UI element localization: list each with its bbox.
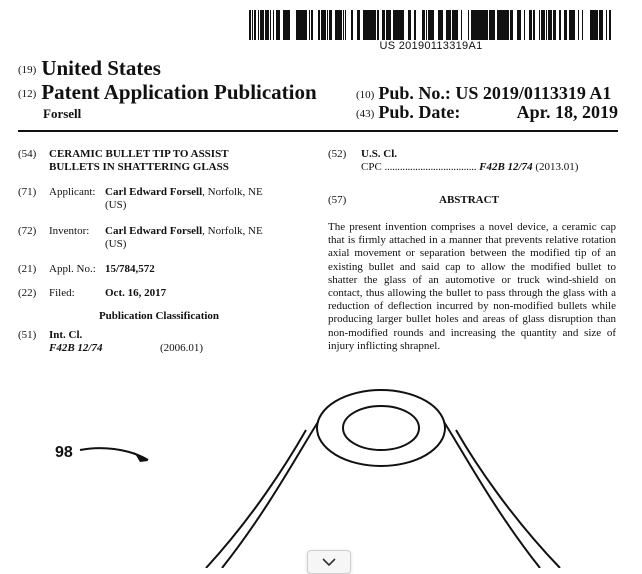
barcode-bar <box>319 10 320 40</box>
barcode-bar <box>249 10 250 40</box>
barcode-bar <box>531 10 532 40</box>
barcode-bar <box>378 10 379 40</box>
barcode-bar <box>309 10 310 40</box>
barcode-bar <box>594 10 595 40</box>
applicant-label: Applicant: <box>49 186 96 198</box>
barcode-bar <box>602 10 603 40</box>
barcode-bar <box>468 10 469 40</box>
barcode-bar <box>500 10 501 40</box>
barcode-bar <box>377 10 378 40</box>
barcode-bar <box>471 10 472 40</box>
reference-arrow-head <box>134 452 148 462</box>
barcode-bar <box>428 10 431 40</box>
barcode-bar <box>426 10 427 40</box>
barcode-bar <box>481 10 482 40</box>
barcode-bar <box>397 10 400 40</box>
barcode-bar <box>373 10 375 40</box>
barcode-bar <box>389 10 390 40</box>
intcl-year: (2006.01) <box>160 342 204 354</box>
barcode-bar <box>546 10 547 40</box>
publication-classification-heading: Publication Classification <box>98 310 220 322</box>
barcode-bar <box>278 10 279 40</box>
barcode-bar <box>401 10 402 40</box>
cpc-dots: .................................... <box>384 161 477 173</box>
barcode-bar <box>266 10 268 40</box>
barcode-bar <box>501 10 504 40</box>
barcode-bar <box>357 10 360 40</box>
barcode-bar <box>550 10 551 40</box>
barcode-bar <box>498 10 500 40</box>
barcode-bar <box>386 10 387 40</box>
barcode-bar <box>599 10 600 40</box>
country-name: United States <box>41 56 161 80</box>
barcode-bar <box>578 10 579 40</box>
intcl-class: F42B 12/74 <box>49 342 103 354</box>
barcode-bar <box>592 10 593 40</box>
title-line-2: BULLETS IN SHATTERING GLASS <box>49 161 229 173</box>
filed-code: (22) <box>18 287 37 299</box>
barcode-bar <box>438 10 439 40</box>
barcode-bar <box>363 10 366 40</box>
barcode-bar <box>597 10 598 40</box>
barcode-bar <box>529 10 530 40</box>
barcode-bar <box>268 10 269 40</box>
barcode-bar <box>324 10 325 40</box>
publication-date <box>356 102 618 123</box>
barcode-bar <box>610 10 611 40</box>
barcode-bar <box>254 10 256 40</box>
barcode-bar <box>383 10 385 40</box>
reference-numeral: 98 <box>55 444 73 461</box>
barcode-bar <box>338 10 339 40</box>
abstract-heading: ABSTRACT <box>439 194 499 206</box>
barcode-bar <box>331 10 332 40</box>
cap-left-edge <box>222 422 318 568</box>
barcode-number: US 20190113319A1 <box>379 40 483 52</box>
barcode-bar <box>548 10 550 40</box>
barcode-bar <box>490 10 493 40</box>
barcode-bar <box>493 10 495 40</box>
barcode-bar <box>285 10 287 40</box>
barcode-bar <box>330 10 331 40</box>
pub-no-label: Pub. No.: <box>378 83 451 103</box>
pub-date-code: (43) <box>356 108 375 120</box>
barcode-bar <box>311 10 313 40</box>
barcode-bar <box>433 10 434 40</box>
barcode-bar <box>590 10 592 40</box>
barcode-bar <box>582 10 583 40</box>
barcode-bar <box>339 10 341 40</box>
barcode-bar <box>306 10 307 40</box>
barcode-bar <box>279 10 280 40</box>
filed-label: Filed: <box>49 287 75 299</box>
barcode-bar <box>450 10 451 40</box>
barcode-bar <box>260 10 262 40</box>
barcode-bar <box>410 10 411 40</box>
inventor-code: (72) <box>18 225 37 237</box>
barcode-bar <box>252 10 253 40</box>
barcode-bar <box>288 10 290 40</box>
barcode-bar <box>486 10 487 40</box>
barcode-bar <box>366 10 369 40</box>
cpc-label: CPC <box>361 161 382 173</box>
barcode-bar <box>455 10 457 40</box>
barcode-bar <box>609 10 610 40</box>
barcode-bar <box>454 10 455 40</box>
barcode-bar <box>283 10 284 40</box>
appl-label: Appl. No.: <box>49 263 96 275</box>
barcode-bar <box>369 10 370 40</box>
barcode-bar <box>284 10 285 40</box>
barcode-bar <box>408 10 410 40</box>
barcode-bar <box>321 10 323 40</box>
barcode-bar <box>329 10 330 40</box>
pub-no-value: US 2019/0113319 A1 <box>455 83 612 103</box>
barcode-bar <box>489 10 490 40</box>
barcode-bar <box>370 10 373 40</box>
barcode-bar <box>262 10 264 40</box>
inventor-location: , Norfolk, NE <box>202 225 263 237</box>
barcode-bar <box>341 10 342 40</box>
barcode-bar <box>400 10 401 40</box>
barcode-bar <box>478 10 479 40</box>
applicant-country: (US) <box>105 199 127 211</box>
scroll-down-button[interactable] <box>307 550 351 574</box>
barcode-bar <box>388 10 389 40</box>
cap-top-inner <box>343 406 419 450</box>
barcode-bar <box>569 10 570 40</box>
publication-type: Patent Application Publication <box>41 80 317 104</box>
barcode-bar <box>553 10 556 40</box>
barcode-bar <box>487 10 488 40</box>
title-line-1: CERAMIC BULLET TIP TO ASSIST <box>49 148 229 160</box>
barcode-bar <box>551 10 552 40</box>
applicant-code: (71) <box>18 186 37 198</box>
barcode-bar <box>345 10 346 40</box>
barcode-bar <box>452 10 453 40</box>
barcode-bar <box>273 10 274 40</box>
barcode-bar <box>446 10 447 40</box>
barcode-bar <box>390 10 391 40</box>
barcode-bar <box>564 10 567 40</box>
pub-no-code: (10) <box>356 89 375 101</box>
barcode-bar <box>448 10 449 40</box>
inventor-label: Inventor: <box>49 225 90 237</box>
appl-number: 15/784,572 <box>105 263 155 275</box>
barcode <box>248 10 614 40</box>
barcode-bar <box>475 10 478 40</box>
barcode-bar <box>351 10 353 40</box>
barcode-bar <box>559 10 560 40</box>
barcode-bar <box>439 10 441 40</box>
barcode-bar <box>301 10 304 40</box>
barcode-bar <box>453 10 454 40</box>
cap-top-outer <box>317 390 445 466</box>
barcode-bar <box>447 10 448 40</box>
invention-title <box>49 148 299 174</box>
barcode-bar <box>472 10 475 40</box>
barcode-bar <box>506 10 508 40</box>
barcode-bar <box>504 10 506 40</box>
abstract-code: (57) <box>328 194 347 206</box>
barcode-bar <box>431 10 433 40</box>
header-divider <box>18 130 618 132</box>
barcode-bar <box>497 10 498 40</box>
barcode-bar <box>484 10 485 40</box>
barcode-bar <box>415 10 416 40</box>
country-heading <box>18 56 161 81</box>
barcode-bar <box>265 10 266 40</box>
barcode-bar <box>335 10 338 40</box>
barcode-bar <box>511 10 512 40</box>
pubtype-code: (12) <box>18 88 37 100</box>
pub-date-label: Pub. Date: <box>378 102 461 122</box>
barcode-bar <box>422 10 425 40</box>
barcode-bar <box>382 10 383 40</box>
barcode-bar <box>304 10 306 40</box>
barcode-bar <box>600 10 601 40</box>
pub-date-value: Apr. 18, 2019 <box>516 102 618 122</box>
barcode-bar <box>393 10 395 40</box>
barcode-bar <box>571 10 574 40</box>
inventor-country: (US) <box>105 238 127 250</box>
barcode-bar <box>414 10 415 40</box>
applicant-location: , Norfolk, NE <box>202 186 263 198</box>
barcode-bar <box>482 10 484 40</box>
barcode-bar <box>574 10 575 40</box>
barcode-bar <box>250 10 251 40</box>
barcode-bar <box>461 10 462 40</box>
barcode-bar <box>449 10 450 40</box>
cpc-year: (2013.01) <box>535 161 579 173</box>
barcode-bar <box>375 10 376 40</box>
barcode-bar <box>318 10 319 40</box>
intcl-label: Int. Cl. <box>49 329 83 341</box>
barcode-bar <box>539 10 540 40</box>
barcode-bar <box>595 10 596 40</box>
barcode-bar <box>287 10 288 40</box>
barcode-bar <box>343 10 344 40</box>
barcode-bar <box>276 10 278 40</box>
chevron-down-icon <box>322 558 336 566</box>
barcode-bar <box>544 10 545 40</box>
uscl-code: (52) <box>328 148 347 160</box>
barcode-bar <box>508 10 509 40</box>
barcode-bar <box>533 10 535 40</box>
barcode-bar <box>396 10 397 40</box>
inventor-name: Carl Edward Forsell <box>105 225 203 237</box>
barcode-bar <box>570 10 571 40</box>
barcode-bar <box>596 10 597 40</box>
intcl-code: (51) <box>18 329 37 341</box>
barcode-bar <box>325 10 326 40</box>
filed-date: Oct. 16, 2017 <box>105 287 167 299</box>
barcode-bar <box>387 10 388 40</box>
uscl-label: U.S. Cl. <box>361 148 398 160</box>
barcode-bar <box>457 10 458 40</box>
barcode-bar <box>395 10 396 40</box>
publication-type-heading <box>18 80 317 105</box>
barcode-bar <box>593 10 594 40</box>
abstract-body: The present invention comprises a novel device, a ceramic cap that is firmly attached in a manner that prevents relative rotation axial movement or separation between the modified tip of an existing bullet and said cap to allow the modified bullet to shatter the glass of an automotive or truck wind-shield on contact, thus allowing the bullet to pass through the glass with a reduction of deflection incurred by non-modified bullets while producing larger bullet holes and areas of glass disruption than non-modified rounds and increasing the quantity and size of injury inflicting shrapnel. <box>328 221 616 352</box>
barcode-bar <box>296 10 299 40</box>
barcode-bar <box>479 10 480 40</box>
barcode-bar <box>402 10 404 40</box>
cap-right-edge <box>444 422 540 568</box>
barcode-bar <box>299 10 300 40</box>
appl-code: (21) <box>18 263 37 275</box>
publication-number <box>356 83 611 104</box>
barcode-bar <box>323 10 324 40</box>
barcode-bar <box>512 10 513 40</box>
cap-right-skirt <box>456 430 560 568</box>
barcode-bar <box>517 10 520 40</box>
abstract-heading-row <box>328 194 618 207</box>
barcode-bar <box>601 10 602 40</box>
cap-left-skirt <box>206 430 306 568</box>
barcode-bar <box>327 10 328 40</box>
barcode-bar <box>441 10 442 40</box>
applicant-name: Carl Edward Forsell <box>105 186 203 198</box>
country-code: (19) <box>18 64 37 76</box>
patent-drawing <box>0 360 642 568</box>
barcode-bar <box>258 10 259 40</box>
barcode-bar <box>524 10 525 40</box>
barcode-bar <box>300 10 301 40</box>
barcode-bar <box>442 10 443 40</box>
header-inventor: Forsell <box>43 106 82 121</box>
barcode-bar <box>480 10 481 40</box>
cpc-class: F42B 12/74 <box>479 161 533 173</box>
barcode-bar <box>530 10 531 40</box>
title-code: (54) <box>18 148 37 160</box>
barcode-bar <box>560 10 561 40</box>
barcode-bar <box>520 10 521 40</box>
barcode-bar <box>606 10 607 40</box>
barcode-bar <box>541 10 544 40</box>
barcode-bar <box>270 10 271 40</box>
barcode-bar <box>510 10 511 40</box>
barcode-bar <box>485 10 486 40</box>
